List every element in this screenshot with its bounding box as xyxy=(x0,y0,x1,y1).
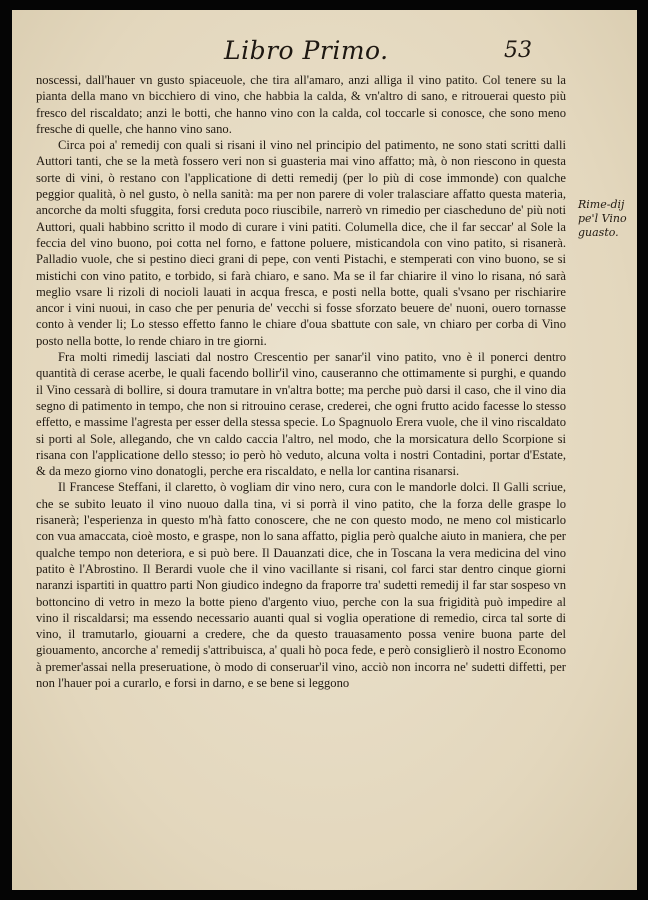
running-head xyxy=(12,36,637,76)
paragraph: Fra molti rimedij lasciati dal nostro Crescentio per sanar'il vino patito, vno è il ponerci dentro quantità di cerase acerbe, le quali facendo bollir'il vino, causeranno che ottimamente si purghi, e quando il Vino cessarà di bollire, si doura tramutare in vn'altra botte; ma perche può darsi il caso, che il vino dia segno di patimento in tempo, che non si ritrouino cerase, crederei, che ogni frutto acido facesse lo stesso effetto, e massime l'agresta per esser della stessa specie. Lo Spagnuolo Erera vuole, che il vino riscaldato si porti al Sole, allegando, che vn caldo caccia l'altro, nel modo, che la morsicatura dello Scorpione si risana con l'applicatione dello stesso; io però hò veduto, alcuna volta i nostri Contadini, portar d'Estate, & da mezo giorno vino donatogli, perche era riscaldato, e nella lor cantina risanarsi. xyxy=(36,350,566,479)
page-number: 53 xyxy=(504,38,532,63)
body-text xyxy=(36,72,566,691)
paragraph: noscessi, dall'hauer vn gusto spiaceuole, che tira all'amaro, anzi alliga il vino patito. Col tenere su la pianta della mano vn bicchiero di vino, che habbia la calda, & vn'altro di sano, e ritrouerai questo più fresco del riscaldato; anzi le botti, che hanno vino con la calda, col toccarle si conosce, che sono meno fresche di quelle, che hanno vino sano. xyxy=(36,73,566,136)
marginal-note: Rime-dij pe'l Vino guasto. xyxy=(578,198,627,239)
paragraph: Circa poi a' remedij con quali si risani il vino nel principio del patimento, ne sono stati scritti dalli Auttori tanti, che se la metà fossero veri non si guasteria mai vino affatto; mà, ò non riescono in questa sorte di vini, ò restano con l'applicatione di detti remedij (per lo più di cose immonde) con qualche peggior qualità, ò nel gusto, ò nella sanità: ma per non parere di voler tralasciare affatto questa materia, ancorche da molti sfuggita, forsi creduta poco riuscibile, narrerò vn rimedio per ciascheduno de' più noti Auttori, quali habbino scritto il modo di curare i vini patiti. Columella dice, che il far seccar' al Sole la feccia del vino buono, poi cotta nel forno, e fattone poluere, misticandola con vino patito, si risanerà. Palladio vuole, che si pestino dieci grani di pepe, con venti Pistachi, e stemperati con vino buono, se si mistichi con vino patito, e torbido, si farà chiaro, e sano. Ma se il far chiarire il vino lo risana, nó sarà meglio vsare li rizoli di nocioli lauati in acqua fresca, e posti nella botte, quali s'vsano per rischiarire ancor i vini nuoui, in caso che per penuria de' vecchi si fosse sforzato beuere de' nuoni, ouero tornasse conto à vender li; Lo stesso effetto fanno le chiare d'oua sbattute con sale, vn chiaro per corba di Vino posto nella botte, lo rende chiaro in tre giorni. xyxy=(36,138,566,348)
page-title: Libro Primo. xyxy=(224,36,389,65)
book-page xyxy=(12,10,637,890)
paragraph: Il Francese Steffani, il claretto, ò vogliam dir vino nero, cura con le mandorle dolci. Il Galli scriue, che se subito leuato il vino nuouo dalla tina, vi si porrà il vino patito, che la forza delle graspe lo risanerà; l'esperienza in questo m'hà fatto conoscere, che ne con questo modo, ne meno col misticarlo con vua amaccata, cioè mosto, e graspe, non lo sana affatto, piglia però qualche aiuto in maniera, che per qualche tempo non deteriora, e si può bere. Il Dauanzati dice, che in Toscana la vera medicina del vino patito è l'Abrostino. Il Berardi vuole che il vino vacillante si risani, col farci star dentro cinque giorni naranzi ispartiti in quattro parti Non giudico indegno da fraporre tra' sudetti remedij il far star sospeso vn bottoncino di vetro in mezo la botte pieno d'argento viuo, perche con la sua frigidità può impedire al vino il riscaldarsi; ma essendo necessario auanti qual si voglia operatione di remedio, circa tal sorte di vino, il tramutarlo, giouarni a credere, che da questo trauasamento possa venire buona parte del giouamento, ancorche a' remedij s'attribuisca, a' quali hò poca fede, e però consiglierò il nostro Economo à premer'assai nella preseruatione, ò modo di conseruar'il vino, acciò non incorra ne' sudetti diffetti, per non l'hauer poi a curarlo, e forsi in darno, e se bene si leggono xyxy=(36,480,566,690)
